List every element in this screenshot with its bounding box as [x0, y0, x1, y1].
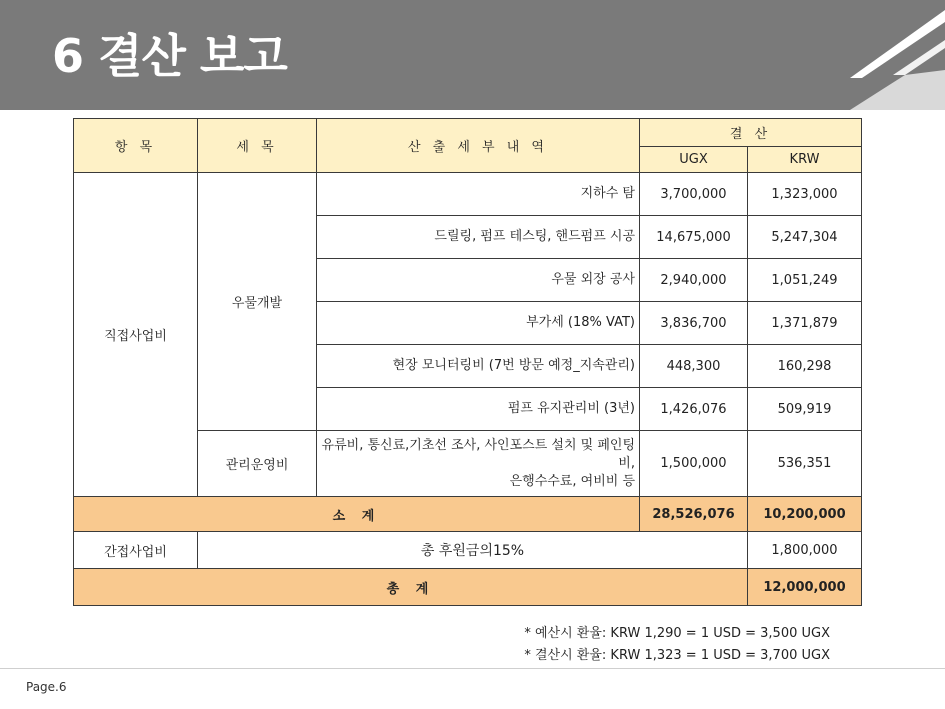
total-krw: 12,000,000	[748, 569, 862, 606]
page-number: Page.6	[26, 680, 67, 694]
exchange-rate-note-budget: * 예산시 환율: KRW 1,290 = 1 USD = 3,500 UGX	[524, 626, 830, 641]
row-desc	[317, 431, 640, 497]
header-settlement: 결 산	[640, 119, 862, 147]
header-item: 항 목	[74, 119, 198, 173]
header-detail: 산 출 세 부 내 역	[317, 119, 640, 173]
row-ugx: 3,836,700	[640, 302, 748, 345]
subtotal-krw: 10,200,000	[748, 497, 862, 532]
page-title: 6 결산 보고	[52, 29, 287, 83]
row-ugx: 1,500,000	[640, 431, 748, 497]
header-subitem: 세 목	[198, 119, 317, 173]
row-krw: 5,247,304	[748, 216, 862, 259]
direct-cost-label: 직접사업비	[74, 173, 198, 497]
row-krw: 1,371,879	[748, 302, 862, 345]
settlement-table	[73, 118, 862, 606]
total-row	[74, 569, 862, 606]
indirect-cost-label: 간접사업비	[74, 532, 198, 569]
header-ugx: UGX	[640, 147, 748, 173]
indirect-krw: 1,800,000	[748, 532, 862, 569]
row-ugx: 448,300	[640, 345, 748, 388]
row-ugx: 3,700,000	[640, 173, 748, 216]
row-ugx: 2,940,000	[640, 259, 748, 302]
row-krw: 509,919	[748, 388, 862, 431]
row-desc: 지하수 탐	[317, 173, 640, 216]
subtotal-ugx: 28,526,076	[640, 497, 748, 532]
subtotal-row	[74, 497, 862, 532]
row-desc-line1: 유류비, 통신료,기초선 조사, 사인포스트 설치 및 페인팅비,	[321, 437, 635, 471]
row-krw: 1,051,249	[748, 259, 862, 302]
footer-divider	[0, 668, 945, 669]
header-krw: KRW	[748, 147, 862, 173]
table-row	[74, 173, 862, 216]
row-desc: 우물 외장 공사	[317, 259, 640, 302]
operating-cost-label: 관리운영비	[198, 431, 317, 497]
row-desc: 현장 모니터링비 (7번 방문 예정_지속관리)	[317, 345, 640, 388]
subtotal-label: 소 계	[74, 497, 640, 532]
well-development-label: 우물개발	[198, 173, 317, 431]
indirect-row	[74, 532, 862, 569]
row-krw: 1,323,000	[748, 173, 862, 216]
indirect-cost-desc: 총 후원금의15%	[198, 532, 748, 569]
row-desc: 부가세 (18% VAT)	[317, 302, 640, 345]
exchange-rate-note-settlement: * 결산시 환율: KRW 1,323 = 1 USD = 3,700 UGX	[524, 648, 830, 663]
row-krw: 536,351	[748, 431, 862, 497]
row-ugx: 14,675,000	[640, 216, 748, 259]
row-desc: 펌프 유지관리비 (3년)	[317, 388, 640, 431]
row-ugx: 1,426,076	[640, 388, 748, 431]
total-label: 총 계	[74, 569, 748, 606]
row-desc: 드릴링, 펌프 테스팅, 핸드펌프 시공	[317, 216, 640, 259]
title-banner	[0, 0, 945, 110]
row-krw: 160,298	[748, 345, 862, 388]
row-desc-line2: 은행수수료, 여비비 등	[509, 473, 635, 489]
